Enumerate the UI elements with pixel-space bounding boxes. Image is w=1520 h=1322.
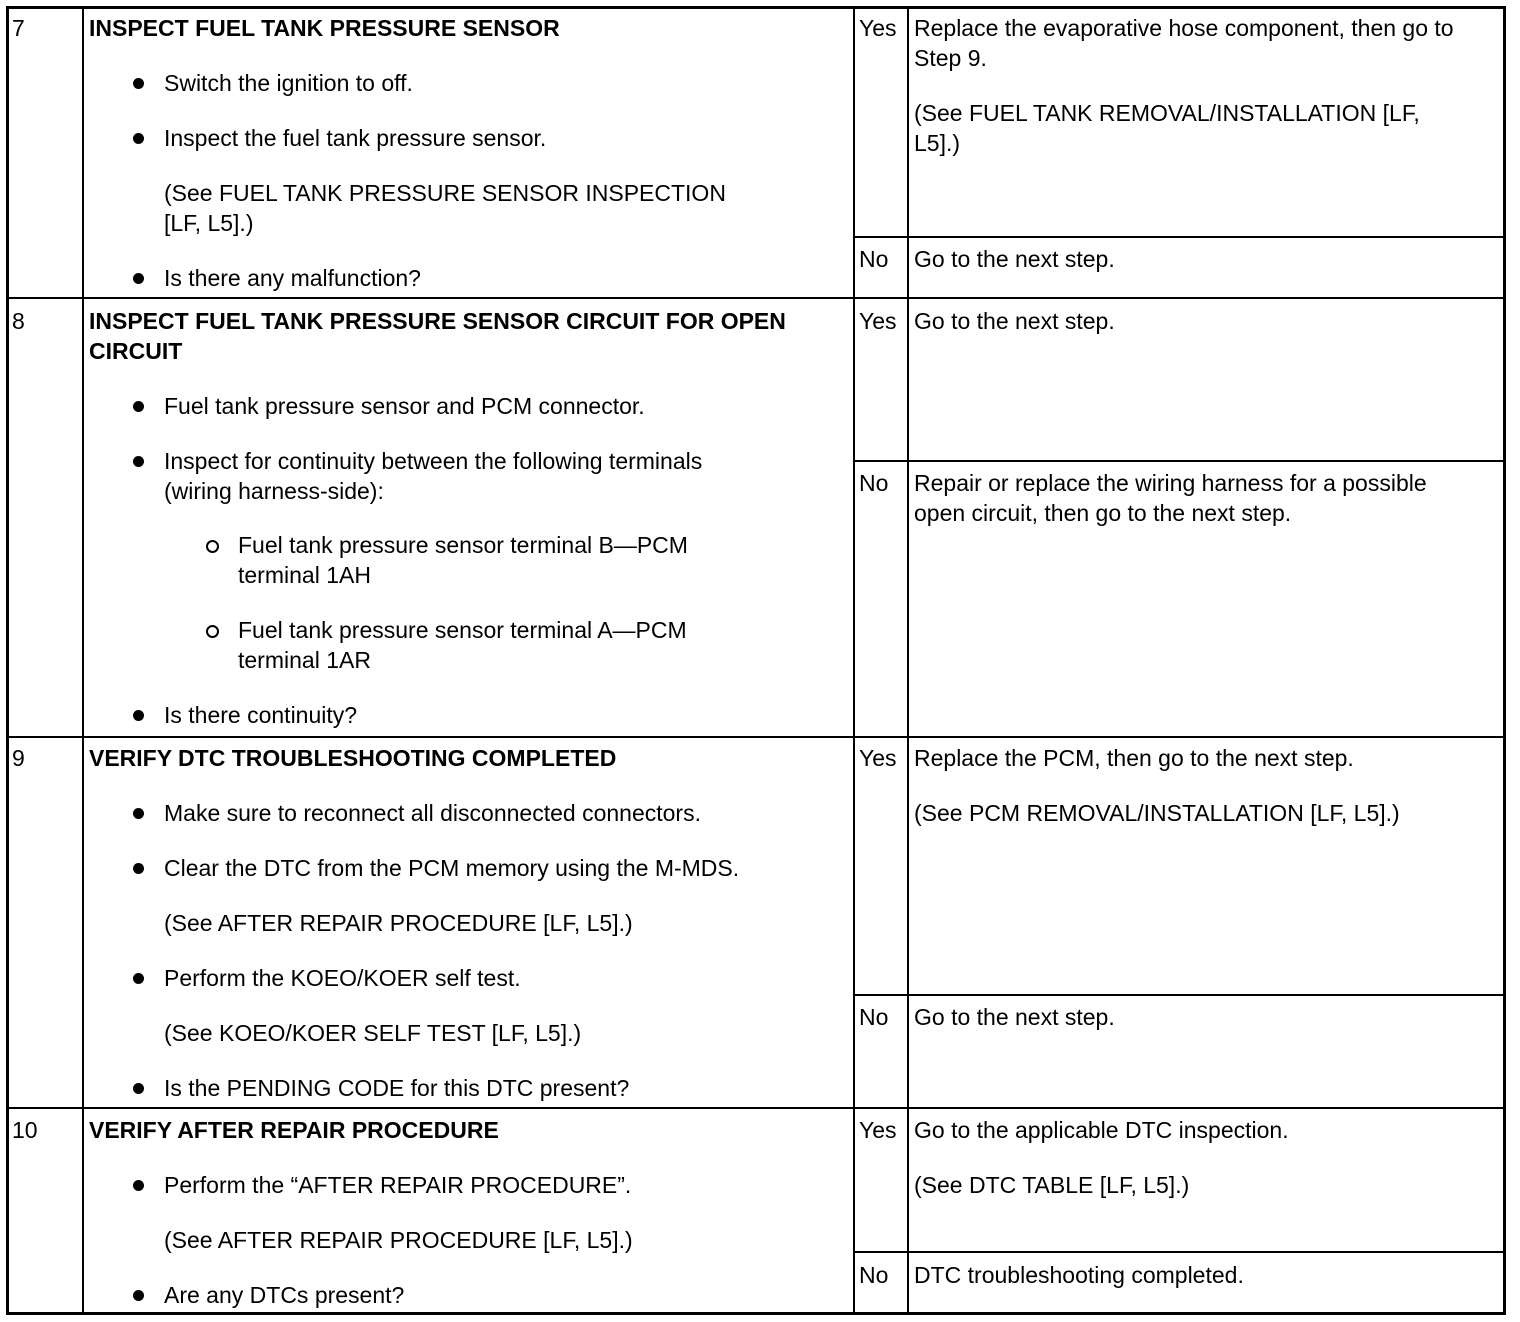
reference-text: (See FUEL TANK REMOVAL/INSTALLATION [LF, bbox=[914, 100, 1420, 126]
reference-text: (See FUEL TANK PRESSURE SENSOR INSPECTION bbox=[164, 180, 726, 206]
column-divider bbox=[907, 8, 909, 1314]
list-item: Perform the KOEO/KOER self test. bbox=[164, 965, 521, 991]
no-action: Go to the next step. bbox=[914, 1004, 1115, 1030]
list-item: Is there continuity? bbox=[164, 702, 358, 728]
yes-label: Yes bbox=[859, 15, 897, 41]
step-number: 8 bbox=[12, 308, 25, 334]
no-action: open circuit, then go to the next step. bbox=[914, 500, 1292, 526]
bullet-icon bbox=[133, 273, 144, 284]
reference-text: (See DTC TABLE [LF, L5].) bbox=[914, 1172, 1190, 1198]
list-item: Is there any malfunction? bbox=[164, 265, 421, 291]
bullet-icon bbox=[133, 78, 144, 89]
no-label: No bbox=[859, 1262, 889, 1288]
list-item: Perform the “AFTER REPAIR PROCEDURE”. bbox=[164, 1172, 632, 1198]
bullet-icon bbox=[133, 456, 144, 467]
reference-text: [LF, L5].) bbox=[164, 210, 254, 236]
no-action: Repair or replace the wiring harness for a possible bbox=[914, 470, 1427, 496]
bullet-icon bbox=[133, 1290, 144, 1301]
no-label: No bbox=[859, 1004, 889, 1030]
yes-no-divider bbox=[854, 460, 1505, 462]
list-item: Clear the DTC from the PCM memory using the M-MDS. bbox=[164, 855, 740, 881]
yes-no-divider bbox=[854, 1251, 1505, 1253]
list-item: Inspect for continuity between the following terminals bbox=[164, 448, 703, 474]
bullet-icon bbox=[133, 1180, 144, 1191]
yes-action: Replace the PCM, then go to the next step. bbox=[914, 745, 1354, 771]
sub-list-item: Fuel tank pressure sensor terminal B—PCM bbox=[238, 532, 688, 558]
column-divider bbox=[853, 8, 855, 1314]
sub-list-item: terminal 1AH bbox=[238, 562, 371, 588]
yes-no-divider bbox=[854, 236, 1505, 238]
list-item: (wiring harness-side): bbox=[164, 478, 384, 504]
list-item: Switch the ignition to off. bbox=[164, 70, 413, 96]
yes-label: Yes bbox=[859, 745, 897, 771]
bullet-icon bbox=[133, 973, 144, 984]
list-item: Inspect the fuel tank pressure sensor. bbox=[164, 125, 547, 151]
step-number: 7 bbox=[12, 15, 25, 41]
reference-text: (See PCM REMOVAL/INSTALLATION [LF, L5].) bbox=[914, 800, 1400, 826]
list-item: Make sure to reconnect all disconnected connectors. bbox=[164, 800, 701, 826]
yes-label: Yes bbox=[859, 1117, 897, 1143]
sub-bullet-icon bbox=[206, 540, 219, 553]
list-item: Are any DTCs present? bbox=[164, 1282, 405, 1308]
no-label: No bbox=[859, 246, 889, 272]
yes-action: Go to the next step. bbox=[914, 308, 1115, 334]
sub-list-item: terminal 1AR bbox=[238, 647, 371, 673]
no-label: No bbox=[859, 470, 889, 496]
sub-list-item: Fuel tank pressure sensor terminal A—PCM bbox=[238, 617, 687, 643]
list-item: Fuel tank pressure sensor and PCM connector. bbox=[164, 393, 645, 419]
step-title: CIRCUIT bbox=[89, 338, 183, 364]
bullet-icon bbox=[133, 710, 144, 721]
yes-action: Go to the applicable DTC inspection. bbox=[914, 1117, 1289, 1143]
step-title: INSPECT FUEL TANK PRESSURE SENSOR bbox=[89, 15, 560, 41]
list-item: Is the PENDING CODE for this DTC present? bbox=[164, 1075, 630, 1101]
sub-bullet-icon bbox=[206, 625, 219, 638]
step-title: VERIFY AFTER REPAIR PROCEDURE bbox=[89, 1117, 499, 1143]
bullet-icon bbox=[133, 133, 144, 144]
row-divider bbox=[8, 297, 1505, 299]
reference-text: (See AFTER REPAIR PROCEDURE [LF, L5].) bbox=[164, 1227, 633, 1253]
bullet-icon bbox=[133, 1083, 144, 1094]
step-title: VERIFY DTC TROUBLESHOOTING COMPLETED bbox=[89, 745, 617, 771]
bullet-icon bbox=[133, 401, 144, 412]
no-action: DTC troubleshooting completed. bbox=[914, 1262, 1244, 1288]
step-number: 10 bbox=[12, 1117, 38, 1143]
yes-action: Replace the evaporative hose component, then go to bbox=[914, 15, 1454, 41]
reference-text: (See AFTER REPAIR PROCEDURE [LF, L5].) bbox=[164, 910, 633, 936]
step-number: 9 bbox=[12, 745, 25, 771]
reference-text: L5].) bbox=[914, 130, 961, 156]
row-divider bbox=[8, 736, 1505, 738]
yes-action: Step 9. bbox=[914, 45, 987, 71]
column-divider bbox=[82, 8, 84, 1314]
no-action: Go to the next step. bbox=[914, 246, 1115, 272]
bullet-icon bbox=[133, 808, 144, 819]
step-title: INSPECT FUEL TANK PRESSURE SENSOR CIRCUIT FOR OPEN bbox=[89, 308, 786, 334]
reference-text: (See KOEO/KOER SELF TEST [LF, L5].) bbox=[164, 1020, 582, 1046]
bullet-icon bbox=[133, 863, 144, 874]
yes-no-divider bbox=[854, 994, 1505, 996]
row-divider bbox=[8, 1107, 1505, 1109]
yes-label: Yes bbox=[859, 308, 897, 334]
